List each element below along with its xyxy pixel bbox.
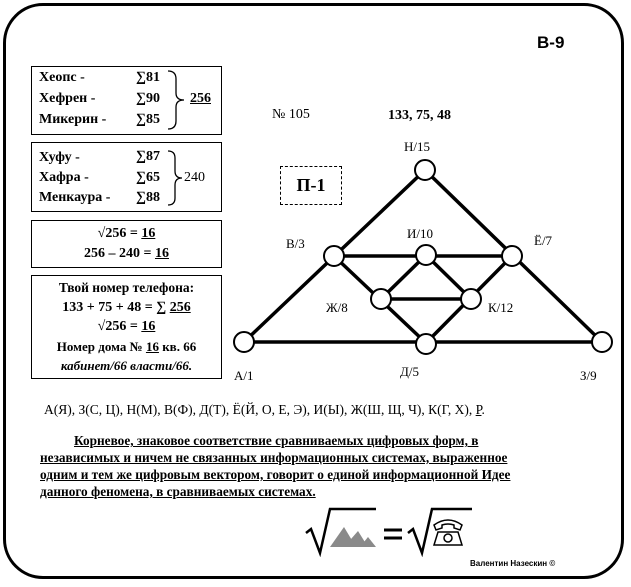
row-name: Менкаура - xyxy=(39,190,111,205)
node-bottom-mid xyxy=(416,334,436,354)
variant-badge: В-9 xyxy=(537,33,565,52)
row-sum: ∑65 xyxy=(136,170,160,185)
node-right-mid xyxy=(502,246,522,266)
phone-title: Твой номер телефона: xyxy=(58,280,195,295)
top-numbers: 133, 75, 48 xyxy=(388,108,451,123)
node-label-bottom-right: З/9 xyxy=(580,368,597,383)
row-name: Микерин - xyxy=(39,112,107,127)
legend-last-letter: Р xyxy=(475,402,482,417)
row-sum: ∑90 xyxy=(136,91,160,106)
row-name: Хеопс - xyxy=(39,70,85,85)
node-bottom-right xyxy=(592,332,612,352)
phone-sqrt-result: 16 xyxy=(141,319,156,334)
sqrt-expr: √256 = xyxy=(97,226,142,241)
phone-sum-expr: 133 + 75 + 48 = ∑ xyxy=(62,300,170,315)
node-label-center-top: И/10 xyxy=(407,226,433,241)
node-label-inner-left: Ж/8 xyxy=(326,300,348,315)
row-sum: ∑81 xyxy=(136,70,160,85)
node-label-bottom-left: А/1 xyxy=(234,368,254,383)
root-equation xyxy=(300,505,480,557)
item-number: № 105 xyxy=(272,107,310,122)
row-sum: ∑85 xyxy=(136,112,160,127)
node-center-top xyxy=(416,245,436,265)
sqrt-result: 16 xyxy=(141,226,156,241)
row-name: Хуфу - xyxy=(39,150,80,165)
row-sum: ∑87 xyxy=(136,149,160,164)
row-name: Хефрен - xyxy=(39,91,96,106)
node-label-top: Н/15 xyxy=(404,139,430,154)
house-suffix: кв. 66 xyxy=(158,339,197,354)
node-inner-right xyxy=(461,289,481,309)
row-name: Хафра - xyxy=(39,170,89,185)
paragraph-line: Корневое, знаковое соответствие сравниваемых цифровых форм, в xyxy=(74,433,479,448)
node-bottom-left xyxy=(234,332,254,352)
house-prefix: Номер дома № xyxy=(56,339,146,354)
author-signature: Валентин Назескин © xyxy=(470,559,556,568)
explanation-paragraph xyxy=(40,432,602,500)
telephone-icon xyxy=(434,520,462,545)
sqrt-sign-right xyxy=(408,509,472,553)
paragraph-line: данного феномена, в сравниваемых системах. xyxy=(40,484,316,499)
group-total: 240 xyxy=(184,170,205,185)
phone-sqrt-expr: √256 = xyxy=(97,319,142,334)
node-inner-left xyxy=(371,289,391,309)
row-sum: ∑88 xyxy=(136,190,160,205)
legend-text: А(Я), З(С, Ц), Н(М), В(Ф), Д(Т), Ё(Й, О, Е, Э), И(Ы), Ж(Ш, Щ, Ч), К(Г, Х), xyxy=(44,402,476,417)
node-label-inner-right: К/12 xyxy=(488,300,514,315)
diff-result: 16 xyxy=(154,246,169,261)
equals-sign xyxy=(384,530,402,538)
panel-label: П-1 xyxy=(280,166,342,205)
paragraph-line: одним и тем же цифровым вектором, говорит о единой информационной Идее xyxy=(40,467,511,482)
node-label-right-mid: Ё/7 xyxy=(534,233,553,248)
node-label-left-mid: В/3 xyxy=(286,236,305,251)
pyramids-icon xyxy=(330,527,376,547)
group-total: 256 xyxy=(190,91,211,106)
diff-expr: 256 – 240 = xyxy=(84,246,155,261)
house-number: 16 xyxy=(145,339,159,354)
office-line: кабинет/66 власти/66. xyxy=(60,358,193,373)
phone-sum-result: 256 xyxy=(169,300,191,315)
paragraph-line: независимых и ничем не связанных информационных системах, выраженное xyxy=(40,450,508,465)
node-left-mid xyxy=(324,246,344,266)
node-label-bottom-mid: Д/5 xyxy=(400,364,419,379)
node-top xyxy=(415,160,435,180)
letter-legend: А(Я), З(С, Ц), Н(М), В(Ф), Д(Т), Ё(Й, О, Е, Э), И(Ы), Ж(Ш, Щ, Ч), К(Г, Х), Р. xyxy=(44,402,485,417)
